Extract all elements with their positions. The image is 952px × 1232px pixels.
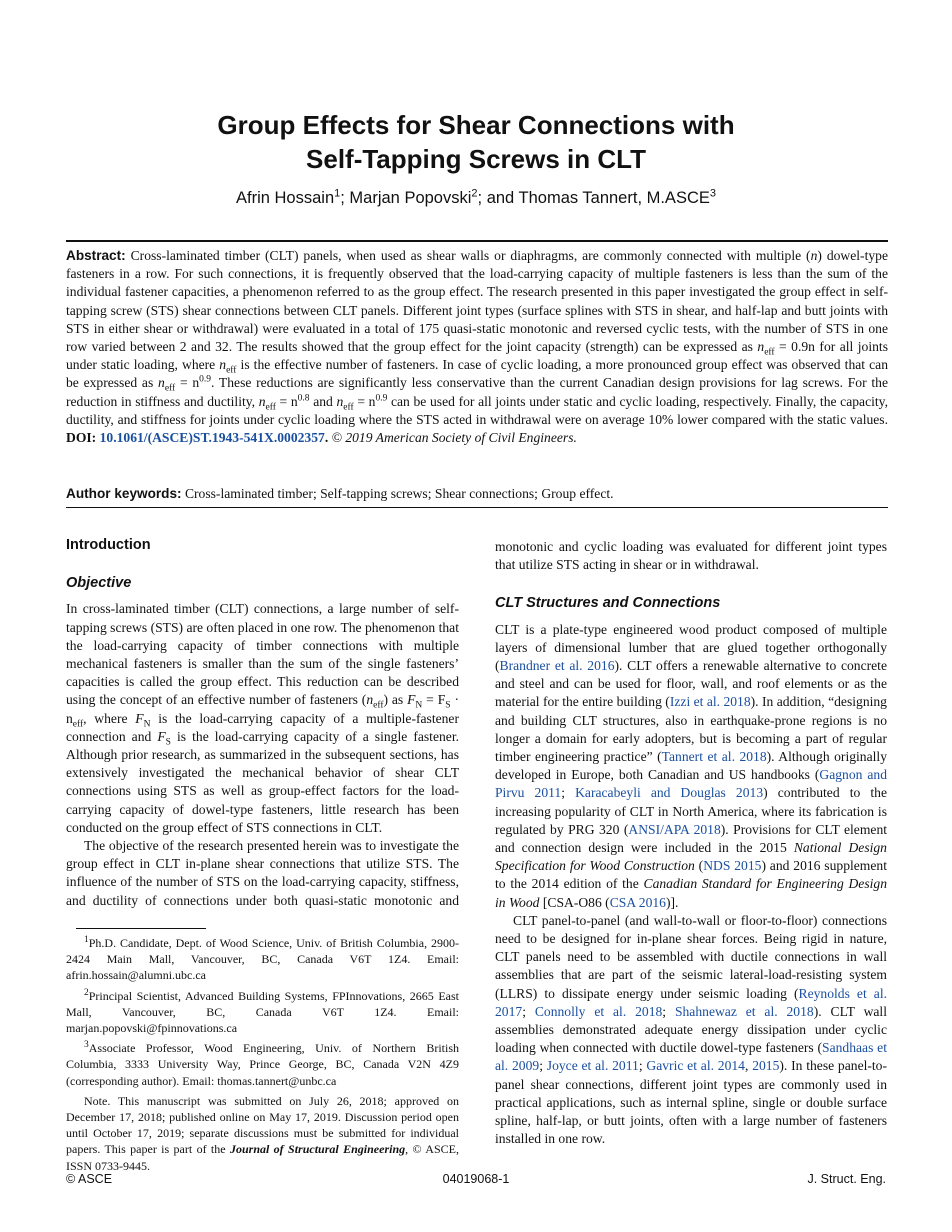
citation-link[interactable]: Karacabeyli and Douglas 2013 <box>575 785 764 801</box>
footnote-1: $^1$Ph.D. Candidate, Dept. of Wood Science, Univ. of British Columbia, 2900-2424 Main Mall, Vancouver, BC, Canada V6T 1Z4. Email: afrin.hossain@alumni.ubc.ca <box>66 935 459 983</box>
citation-link[interactable]: Joyce et al. 2011 <box>546 1058 639 1074</box>
footnote-3: $^3$Associate Professor, Wood Engineering, Univ. of Northern British Columbia, 3333 University Way, Prince George, BC, Canada V2N 4Z9 (corresponding author). Email: thomas.tannert@unbc.ca <box>66 1040 459 1088</box>
abstract: Abstract: Cross-laminated timber (CLT) panels, when used as shear walls or diaphragms, are commonly connected with multiple (n) dowel-type fasteners in a row. For such connections, it is frequently observed that the load-carrying capacity of multiple fasteners is less than the sum of the individual fastener capacities, a phenomenon referred to as the group effect. The research presented in this paper investigated the group effect in self-tapping screw (STS) shear connections between CLT panels. Different joint types (surface splines with STS in shear, and half-lap and butt joints with STS in either shear or withdrawal) were evaluated in a total of 175 quasi-static monotonic and reversed cyclic tests, with the number of STS in one row varied between 2 and 32. The results showed that the group effect for the joint capacity (strength) can be expressed as $n_{eff} = 0.9n$ for all joints under static loading, where $n_{eff}$ is the effective number of fasteners. In case of cyclic loading, a more pronounced group effect was observed that can be expressed as $n_{eff} = n^{0.9}$. These reductions are significantly less conservative than the current Canadian design provisions for lag screws. For the reduction in stiffness and ductility, $n_{eff} = n^{0.8}$ and $n_{eff} = n^{0.9}$ can be used for all joints under static and cyclic loading, respectively. Finally, the capacity, ductility, and stiffness for joints under cyclic loading where the STS acted in withdrawal were on average 10% lower compared with the static values. DOI: 10.1061/(ASCE)ST.1943-541X.0002357. © 2019 American Society of Civil Engineers. <box>66 248 888 446</box>
title-line-1: Group Effects for Shear Connections with <box>217 110 735 140</box>
footer-journal: J. Struct. Eng. <box>807 1172 886 1186</box>
author-sep: ; <box>340 189 350 207</box>
footnote-2: $^2$Principal Scientist, Advanced Building Systems, FPInnovations, 2665 East Mall, Vancouver, BC, Canada V6T 1Z4. Email: marjan.popovski@fpinnovations.ca <box>66 987 459 1036</box>
footnotes <box>66 928 459 1178</box>
paragraph: CLT panel-to-panel (and wall-to-wall or floor-to-floor) connections need to be designed for in-plane shear forces. Being rigid in nature, CLT panels need to be assembled with ductile connections in wall assemblies that are part of the seismic lateral-load-resisting system (LLRS) to dissipate energy under seismic loading (Reynolds et al. 2017; Connolly et al. 2018; Shahnewaz et al. 2018). CLT wall assemblies demonstrated adequate energy dissipation under cyclic loading when connected with ductile dowel-type fasteners (Sandhaas et al. 2009; Joyce et al. 2011; Gavric et al. 2014, 2015). In these panel-to-panel shear connections, different joint types are commonly used in practical applications, such as internal spline, single or double surface spline, half-lap, or butt joints, often with a large number of fasteners installed in one row. <box>495 912 888 1147</box>
citation-link[interactable]: CSA 2016 <box>609 894 666 910</box>
citation-link[interactable]: Shahnewaz et al. 2018 <box>674 1003 814 1019</box>
citation-link[interactable]: Reynolds et al. 2017 <box>495 985 887 1019</box>
footnote-rule <box>76 928 206 929</box>
citation-link[interactable]: Connolly et al. 2018 <box>534 1003 663 1019</box>
citation-link[interactable]: Gavric et al. 2014 <box>646 1058 745 1074</box>
title-line-2: Self-Tapping Screws in CLT <box>306 144 646 174</box>
paragraph: The objective of the research presented herein was to investigate the group effect in CLT in-plane shear connections that utilize STS. The influence of the number of STS on the load-carrying capacity, stiffness, and ductility of connections under both quasi-static monotonic and <box>66 838 459 908</box>
footer-article-id: 04019068-1 <box>442 1172 510 1186</box>
paragraph: In cross-laminated timber (CLT) connections, a large number of self-tapping screws (STS) are often placed in one row. The phenomenon that the load-carrying capacity of timber connections with multiple mechanical fasteners is smaller than the sum of the single fasteners’ capacities is called the group effect. This reduction can be described using the concept of an effective number of fasteners $(n_{eff})$ as $F_N = F_S \cdot n_{eff}$, where $F_N$ is the load-carrying capacity of a multiple-fastener connection and $F_S$ is the load-carrying capacity of a single fastener. Although prior research, as summarized in the subsequent sections, has extensively investigated the mechanical behavior of shear CLT connections using STS as well as group-effect factors for the load-carrying capacity of dowel-type fasteners, little research has been conducted on the group effect of STS connections in CLT. <box>66 601 459 835</box>
author-keywords <box>66 486 888 502</box>
citation-link[interactable]: Brandner et al. 2016 <box>499 658 615 674</box>
author-1: Afrin Hossain <box>236 189 335 207</box>
author-1-affil: 1 <box>334 187 341 200</box>
paper-title <box>0 108 952 176</box>
abstract-top-rule <box>66 240 888 242</box>
right-column <box>495 538 887 1149</box>
author-list <box>0 189 952 208</box>
paragraph: CLT is a plate-type engineered wood product composed of multiple layers of dimensional lumber that are glued together orthogonally (Brandner et al. 2016). CLT offers a renewable alternative to concrete and steel and can be used for floor, wall, and roof elements or as the material for the entire building (Izzi et al. 2018). In addition, “designing and building CLT structures, also in earthquake-prone regions is no longer a domain for early adopters, but is becoming a part of regular timber engineering practice” (Tannert et al. 2018). Although originally developed in Europe, both Canadian and US handbooks (Gagnon and Pirvu 2011; Karacabeyli and Douglas 2013) contributed to the increasing popularity of CLT in North America, where its fabrication is regulated by PRG 320 (ANSI/APA 2018). Provisions for CLT element and connection design were included in the 2015 National Design Specification for Wood Construction (NDS 2015) and 2016 supplement to the 2014 edition of the Canadian Standard for Engineering Design in Wood [CSA-O86 (CSA 2016)]. <box>495 621 888 910</box>
citation-link[interactable]: NDS 2015 <box>703 858 762 874</box>
objective-continuation: monotonic and cyclic loading was evaluated for different joint types that utilize STS acting in shear or in withdrawal. <box>495 539 887 573</box>
citation-link[interactable]: Tannert et al. 2018 <box>661 749 767 765</box>
citation-link[interactable]: ANSI/APA 2018 <box>628 821 721 837</box>
keywords-bottom-rule <box>66 507 888 508</box>
author-3-affil: 3 <box>709 187 716 200</box>
subsection-heading-objective: Objective <box>66 575 132 592</box>
doi-label: DOI: <box>66 430 97 446</box>
keywords-text: Cross-laminated timber; Self-tapping screws; Shear connections; Group effect. <box>181 486 614 501</box>
author-sep: ; and <box>477 189 519 207</box>
left-column <box>66 536 459 909</box>
citation-link[interactable]: 2015 <box>752 1058 780 1074</box>
citation-link[interactable]: Izzi et al. 2018 <box>669 694 751 710</box>
footer-publisher: © ASCE <box>66 1172 113 1186</box>
submission-note: Note. This manuscript was submitted on July 26, 2018; approved on December 17, 2018; published online on May 17, 2019. Discussion period open until October 17, 2019; separate discussions must be submitted for individual papers. This paper is part of the Journal of Structural Engineering, © ASCE, ISSN 0733-9445. <box>66 1093 459 1173</box>
keywords-label: Author keywords: <box>66 486 182 501</box>
abstract-label: Abstract: <box>66 248 126 263</box>
author-3: Thomas Tannert, M.ASCE <box>518 189 710 207</box>
section-heading-introduction: Introduction <box>66 537 151 553</box>
author-2: Marjan Popovski <box>349 189 472 207</box>
doi-link[interactable]: 10.1061/(ASCE)ST.1943-541X.0002357 <box>99 430 325 446</box>
subsection-heading-clt: CLT Structures and Connections <box>495 595 721 612</box>
citation-link[interactable]: Sandhaas et al. 2009 <box>495 1040 887 1074</box>
copyright: © 2019 American Society of Civil Engineers. <box>328 430 577 446</box>
author-2-affil: 2 <box>471 187 478 200</box>
citation-link[interactable]: Gagnon and Pirvu 2011 <box>495 767 887 801</box>
